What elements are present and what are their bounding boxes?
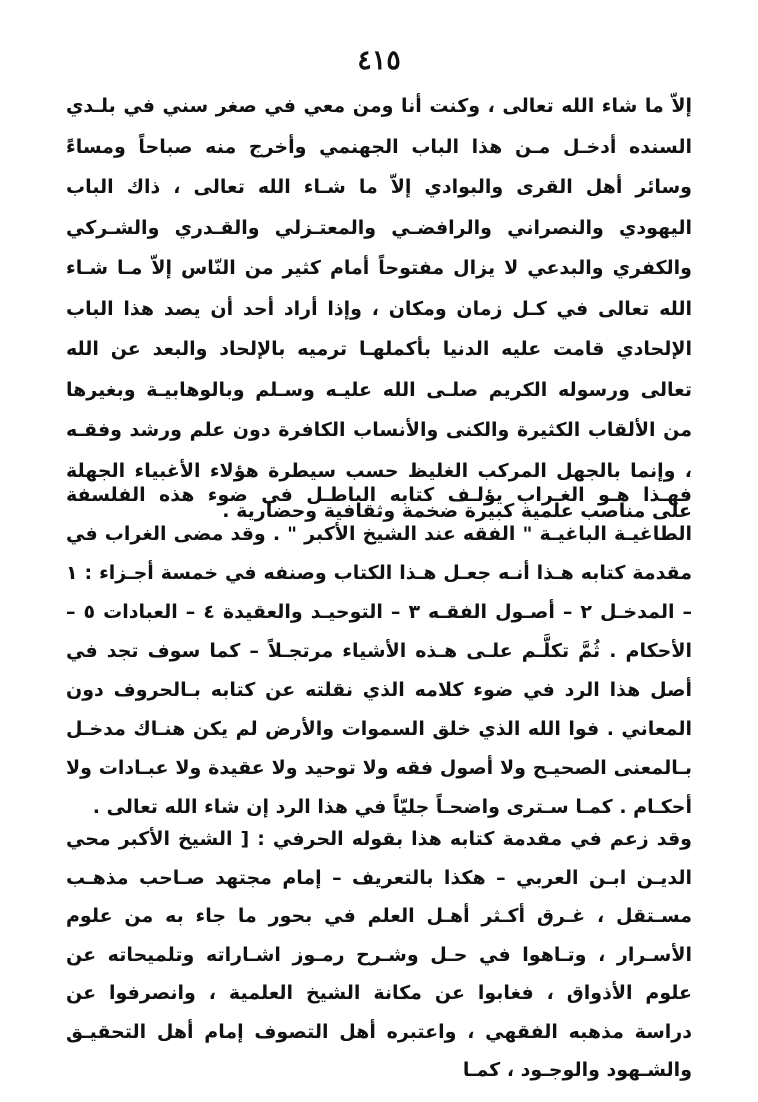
paragraph-3: وقد زعم في مقدمة كتابه هذا بقوله الحرفي : [ الشيخ الأكبر محي الديـن ابـن العربي – هكذا بالتعريف – إمام مجتهد صـاحب مذهـب مسـتقل ، غـرق أكـثر أهـل العلم في بحور ما جاء به من علوم الأسـرار ، وتـاهوا في حـل وشـرح رمـوز اشـاراته وتلميحاته عن علوم الأذواق ، فغابوا عن مكانة الشيخ العلمية ، وانصرفوا عن دراسة مذهبه الفقهي ، واعتبره أهل التصوف إمام أهل التحقيـق والشـهود والوجـود ، كمـا	[66, 828, 692, 1081]
paragraph-2: فهـذا هـو الغـراب يؤلـف كتابه الباطـل في ضوء هذه الفلسفة الطاغيـة الباغيـة " الفقه عند الشيخ الأكبر " . وقد مضى الغراب في مقدمة كتابه هـذا أنـه جعـل هـذا الكتاب وصنفه في خمسة أجـزاء : ١ – المدخـل ٢ – أصـول الفقـه ٣ – التوحيـد والعقيدة ٤ – العبادات ٥ – الأحكام . ثُمَّ تكلَّـم علـى هـذه الأشياء مرتجـلاً – كما سوف تجد في أصل هذا الرد في ضوء كلامه الذي نقلته عن كتابه بـالحروف دون المعاني . فوا الله الذي خلق السموات والأرض لم يكن هنـاك مدخـل بـالمعنى الصحيـح ولا أصول فقه ولا توحيد ولا عقيدة ولا عبـادات ولا أحكـام . كمـا سـترى واضحـاً جليّاً في هذا الرد إن شاء الله تعالى .	[66, 484, 692, 818]
page-number: ٤١٥	[357, 45, 401, 76]
paragraph-1: إلاّ ما شاء الله تعالى ، وكنت أنا ومن معي في صغر سني في بلـدي السنده أدخـل مـن هذا الباب الجهنمي وأخرج منه صباحاً ومساءً وسائر أهل القرى والبوادي إلاّ ما شـاء الله تعالى ، ذاك الباب اليهودي والنصراني والرافضـي والمعتـزلي والقـدري والشـركي والكفري والبدعي لا يزال مفتوحاً أمام كثير من النّاس إلاّ مـا شـاء الله تعالى في كـل زمان ومكان ، وإذا أراد أحد أن يصد هذا الباب الإلحادي قامت عليه الدنيا بأكملهـا ترميه بالإلحاد والبعد عن الله تعالى ورسوله الكريم صلـى الله عليـه وسـلم وبالوهابيـة وبغيرها من الألقاب الكثيرة والكنى والأنساب الكافرة دون علم ورشد وفقـه ، وإنما بالجهل المركب الغليظ حسب سيطرة هؤلاء الأغبياء الجهلة على مناصب علمية كبيرة ضخمة وثقافية وحضارية .	[66, 95, 692, 522]
